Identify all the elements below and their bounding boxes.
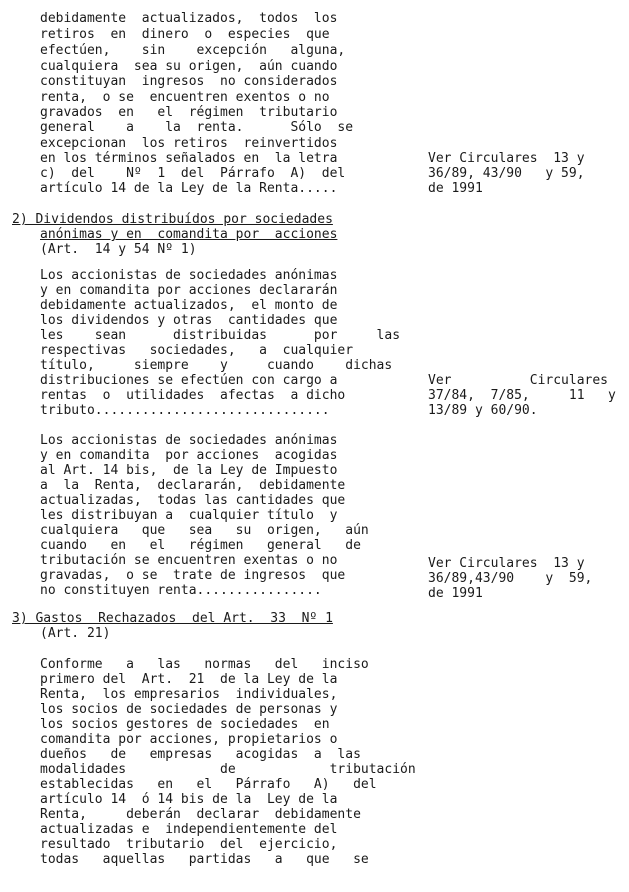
text-line: retiros en dinero o especies que xyxy=(40,27,330,42)
text-line: efectúen, sin excepción alguna, xyxy=(40,43,346,58)
text-line: tributo.............................. xyxy=(40,403,330,418)
margin-note-line: 37/84, 7/85, 11 y xyxy=(428,388,616,403)
text-line: Los accionistas de sociedades anónimas xyxy=(40,433,338,448)
article-reference: (Art. 14 y 54 Nº 1) xyxy=(40,242,197,257)
text-line: los socios gestores de sociedades en xyxy=(40,717,330,732)
text-line: cualquiera sea su origen, aún cuando xyxy=(40,59,338,74)
text-line: actualizadas, todas las cantidades que xyxy=(40,493,346,508)
section-heading-2-cont: anónimas y en comandita por acciones xyxy=(40,227,338,242)
text-line: Renta, deberán declarar debidamente xyxy=(40,807,361,822)
margin-note-line: 36/89, 43/90 y 59, xyxy=(428,166,585,181)
text-line: resultado tributario del ejercicio, xyxy=(40,837,338,852)
text-line: en los términos señalados en la letra xyxy=(40,151,338,166)
text-line: c) del Nº 1 del Párrafo A) del xyxy=(40,166,346,181)
text-line: a la Renta, declararán, debidamente xyxy=(40,478,346,493)
text-line: primero del Art. 21 de la Ley de la xyxy=(40,672,338,687)
text-line: les distribuyan a cualquier título y xyxy=(40,508,338,523)
text-line: tributación se encuentren exentas o no xyxy=(40,553,338,568)
text-line: artículo 14 ó 14 bis de la Ley de la xyxy=(40,792,338,807)
text-line: los dividendos y otras cantidades que xyxy=(40,313,338,328)
text-line: no constituyen renta................ xyxy=(40,583,322,598)
margin-note-line: 13/89 y 60/90. xyxy=(428,403,538,418)
text-line: modalidades de tributación xyxy=(40,762,416,777)
margin-note-line: Ver Circulares 13 y xyxy=(428,151,585,166)
text-line: distribuciones se efectúen con cargo a xyxy=(40,373,338,388)
text-line: gravados en el régimen tributario xyxy=(40,105,338,120)
text-line: debidamente actualizados, el monto de xyxy=(40,298,338,313)
margin-note-line: 36/89,43/90 y 59, xyxy=(428,571,593,586)
margin-note-line: de 1991 xyxy=(428,181,483,196)
text-line: renta, o se encuentren exentos o no xyxy=(40,90,330,105)
margin-note-line: Ver Circulares 13 y xyxy=(428,556,585,571)
text-line: respectivas sociedades, a cualquier xyxy=(40,343,354,358)
text-line: Conforme a las normas del inciso xyxy=(40,657,369,672)
text-line: y en comandita por acciones acogidas xyxy=(40,448,338,463)
text-line: constituyan ingresos no considerados xyxy=(40,74,338,89)
text-line: les sean distribuidas por las xyxy=(40,328,401,343)
text-line: al Art. 14 bis, de la Ley de Impuesto xyxy=(40,463,338,478)
text-line: gravadas, o se trate de ingresos que xyxy=(40,568,346,583)
margin-note-line: Ver Circulares xyxy=(428,373,609,388)
text-line: comandita por acciones, propietarios o xyxy=(40,732,338,747)
text-line: debidamente actualizados, todos los xyxy=(40,11,338,26)
text-line: los socios de sociedades de personas y xyxy=(40,702,338,717)
text-line: cuando en el régimen general de xyxy=(40,538,361,553)
text-line: actualizadas e independientemente del xyxy=(40,822,338,837)
section-heading-2: 2) Dividendos distribuídos por sociedades xyxy=(12,212,333,227)
text-line: Renta, los empresarios individuales, xyxy=(40,687,338,702)
text-line: establecidas en el Párrafo A) del xyxy=(40,777,377,792)
article-reference: (Art. 21) xyxy=(40,626,111,641)
text-line: dueños de empresas acogidas a las xyxy=(40,747,361,762)
section-heading-3: 3) Gastos Rechazados del Art. 33 Nº 1 xyxy=(12,611,333,626)
text-line: todas aquellas partidas a que se xyxy=(40,852,369,867)
text-line: cualquiera que sea su origen, aún xyxy=(40,523,369,538)
text-line: y en comandita por acciones declararán xyxy=(40,283,338,298)
text-line: título, siempre y cuando dichas xyxy=(40,358,393,373)
text-line: general a la renta. Sólo se xyxy=(40,120,354,135)
margin-note-line: de 1991 xyxy=(428,586,483,601)
text-line: artículo 14 de la Ley de la Renta..... xyxy=(40,181,338,196)
text-line: Los accionistas de sociedades anónimas xyxy=(40,268,338,283)
text-line: excepcionan los retiros reinvertidos xyxy=(40,136,338,151)
text-line: rentas o utilidades afectas a dicho xyxy=(40,388,346,403)
